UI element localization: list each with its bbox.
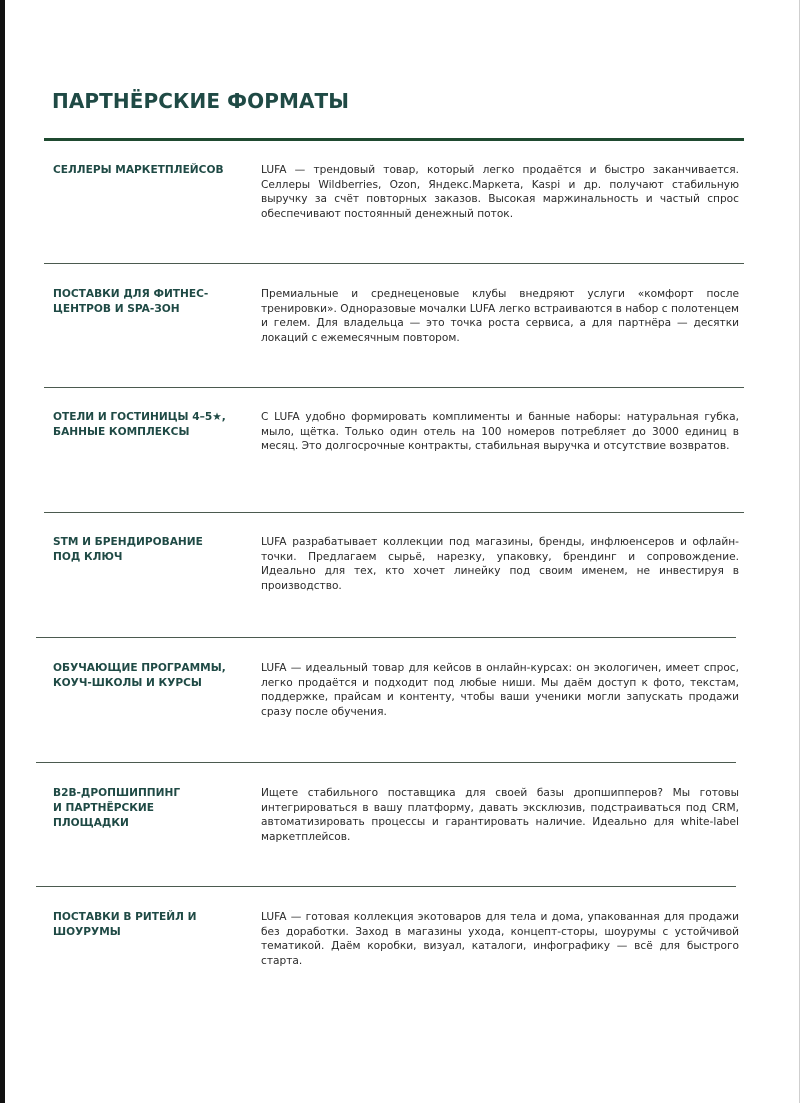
row-divider [36, 637, 736, 638]
format-description: LUFA разрабатывает коллекции под магазины, бренды, инфлюенсеров и офлайн-точки. Предлагаем сырьё, нарезку, упаковку, брендинг и сопровождение. Идеально для тех, кто хочет линейку под своим именем, не инвестируя в производство. [261, 536, 739, 592]
row-divider [36, 886, 736, 887]
format-description: С LUFA удобно формировать комплименты и банные наборы: натуральная губка, мыло, щётка. Только один отель на 100 номеров потребляет до 3000 единиц в месяц. Это долгосрочные контракты, стабильная выручка и отсутствие возвратов. [261, 411, 739, 453]
format-description: LUFA — готовая коллекция экотоваров для тела и дома, упакованная для продажи без доработки. Заход в магазины ухода, концепт-сторы, шоурумы с устойчивой тематикой. Даём коробки, визуал, каталоги, инфографику — всё для быстрого старта. [261, 911, 739, 967]
page-edge [0, 0, 5, 1103]
row-divider [44, 263, 744, 264]
format-label: STM И БРЕНДИРОВАНИЕ ПОД КЛЮЧ [53, 536, 203, 563]
format-label: ОТЕЛИ И ГОСТИНИЦЫ 4–5★, БАННЫЕ КОМПЛЕКСЫ [53, 411, 226, 438]
format-description: Ищете стабильного поставщика для своей базы дропшипперов? Мы готовы интегрироваться в вашу платформу, давать эксклюзив, подстраиваться под CRM, автоматизировать процессы и гарантировать наличие. Идеально для white-label маркетплейсов. [261, 787, 739, 843]
format-label: ОБУЧАЮЩИЕ ПРОГРАММЫ, КОУЧ-ШКОЛЫ И КУРСЫ [53, 662, 226, 689]
page-title: ПАРТНЁРСКИЕ ФОРМАТЫ [52, 89, 350, 113]
row-divider [44, 387, 744, 388]
format-description: LUFA — трендовый товар, который легко продаётся и быстро заканчивается. Селлеры Wildberries, Ozon, Яндекс.Маркета, Kaspi и др. получают стабильную выручку за счёт повторных заказов. Высокая маржинальность и частый спрос обеспечивают постоянный денежный поток. [261, 164, 739, 220]
format-label: B2B-ДРОПШИППИНГ И ПАРТНЁРСКИЕ ПЛОЩАДКИ [53, 787, 181, 829]
row-divider [44, 512, 744, 513]
format-label: ПОСТАВКИ В РИТЕЙЛ И ШОУРУМЫ [53, 911, 197, 938]
title-divider [44, 138, 744, 141]
format-description: Премиальные и среднеценовые клубы внедряют услуги «комфорт после тренировки». Одноразовые мочалки LUFA легко встраиваются в набор с полотенцем и гелем. Для владельца — это точка роста сервиса, а для партнёра — десятки локаций с ежемесячным повтором. [261, 288, 739, 344]
format-label: ПОСТАВКИ ДЛЯ ФИТНЕС- ЦЕНТРОВ И SPA-ЗОН [53, 288, 209, 315]
format-description: LUFA — идеальный товар для кейсов в онлайн-курсах: он экологичен, имеет спрос, легко продаётся и подходит под любые ниши. Мы даём доступ к фото, текстам, поддержке, прайсам и контенту, чтобы ваши ученики могли запускать продажи сразу после обучения. [261, 662, 739, 718]
format-label: СЕЛЛЕРЫ МАРКЕТПЛЕЙСОВ [53, 164, 224, 176]
row-divider [36, 762, 736, 763]
